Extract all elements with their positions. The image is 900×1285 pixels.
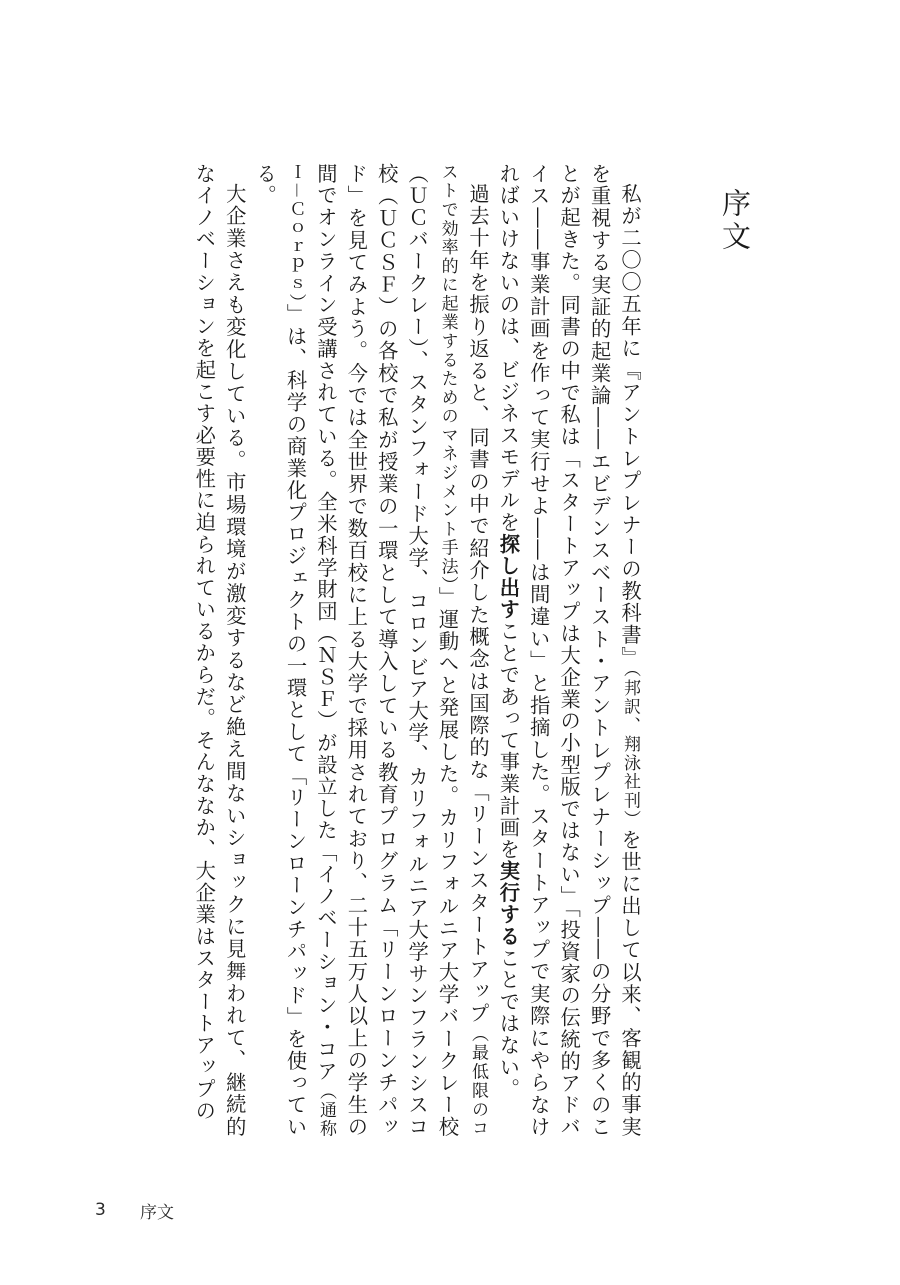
page-footer [95,1195,174,1225]
paragraph-2 [250,163,493,1138]
p2-note-icorps: （通称Ｉ－Ｃｏｒｐｓ） [285,163,336,1138]
page-title: 序文 [718,188,752,254]
p2-text-c: 」運動へと発展した。カリフォルニア大学バークレー校（ＵＣバークレー）、スタンフォード大学、コロンビア大学、カリフォルニア大学サンフランシスコ校（ＵＣＳＦ）の各校で私が授業の一環として導入している教育プログラム「リーンローンチパッド」を見てみよう。今では全世界で数百校に上る大学で採用されており、二十五万人以上の学生の間でオンライン受講されている。全米科学財団（ＮＳＦ）が設立した「イノベーション・コア [313,163,460,1138]
p1-text-c: を世に出して以来、客観的事実を重視する実証的起業論――エビデンスベースト・アントレプレナーシップ――の分野で多くのことが起きた。同書の中で私は「スタートアップは大企業の小型版ではない」「投資家の伝統的アドバイス――事業計画を作って実行せよ――は間違い」と指摘した。スタートアップで実際にやらなければいけないのは、ビジネスモデルを [496,163,642,1138]
p2-note: （最低限のコストで効率的に起業するためのマネジメント手法） [437,163,488,1138]
p1-text-a: 私が二〇〇五年に『アントレプレナーの教科書』 [618,183,642,669]
page-number: 3 [95,1200,106,1220]
body-text [97,163,645,1138]
p1-emphasis-execute: 実行する [496,860,521,948]
p2-text-e: 」は、科学の商業化プロジェクトの一環として「リーンローンチパッド」を使っている。 [253,163,308,1138]
p3-text-a: 大企業さえも変化している。市場環境が激変するなど絶え間ないショックに見舞われて、継続的なイノベーションを起こす必要性に迫られているからだ。そんななか、大企業はスタートアップの [192,163,247,1138]
p1-text-d: ことであって事業計画を [496,620,521,861]
p1-text-e: ことではない。 [496,947,521,1101]
paragraph-3 [189,163,250,1138]
p2-text-a: 過去十年を振り返ると、同書の中で紹介した概念は国際的な「リーンスタートアップ [465,183,490,1026]
footer-section-title: 序文 [140,1202,174,1223]
p1-emphasis-search: 探し出す [496,533,521,621]
p1-note: （邦訳、翔泳社刊） [620,668,640,830]
paragraph-1 [493,163,645,1138]
